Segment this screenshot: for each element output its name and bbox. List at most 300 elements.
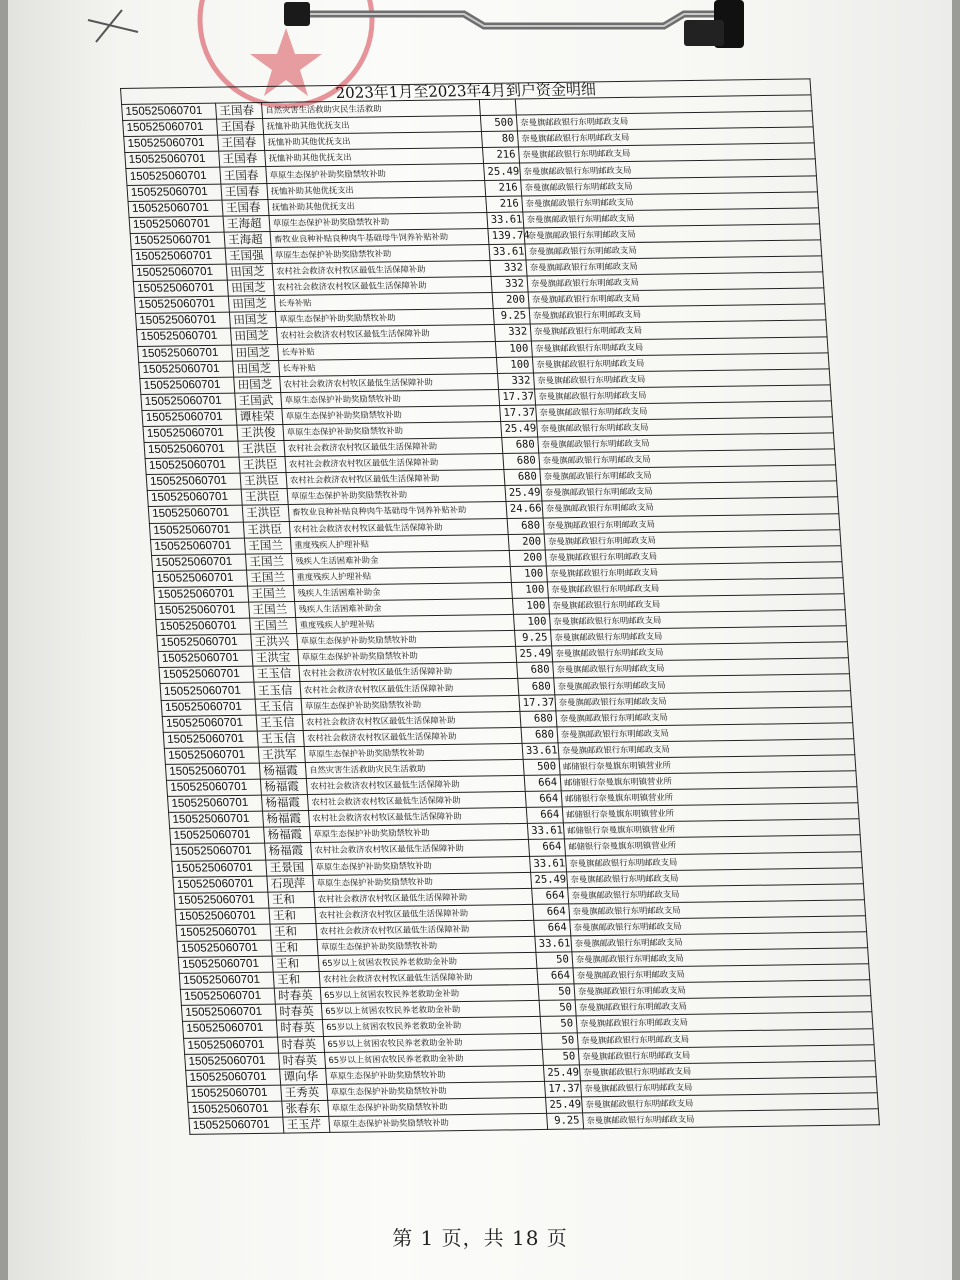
- household-id-cell: 150525060701: [145, 457, 240, 474]
- amount-cell: 216: [483, 147, 520, 164]
- amount-cell: 25.49: [546, 1097, 583, 1114]
- bank-branch-cell: 奈曼旗邮政银行东明邮政支局: [523, 208, 820, 228]
- subsidy-item-cell: 畜牧业良种补贴良种肉牛基础母牛饲养补贴补助: [288, 502, 507, 521]
- bank-branch-cell: 奈曼旗邮政银行东明邮政支局: [536, 401, 833, 421]
- subsidy-item-cell: 农村社会救济农村牧区最低生活保障补助: [315, 904, 534, 923]
- household-id-cell: 150525060701: [185, 1053, 280, 1070]
- amount-cell: 200: [492, 292, 529, 309]
- household-id-cell: 150525060701: [188, 1101, 283, 1118]
- recipient-name-cell: 王洪宝: [252, 650, 299, 667]
- household-id-cell: 150525060701: [134, 296, 229, 313]
- pen-scribble-mark: [84, 6, 144, 48]
- amount-cell: 664: [534, 920, 571, 937]
- subsidy-item-cell: 重度残疾人护理补贴: [290, 534, 509, 553]
- amount-cell: 500: [480, 115, 517, 132]
- amount-cell: 9.25: [493, 308, 530, 325]
- amount-cell: 17.37: [519, 694, 556, 711]
- amount-cell: 25.49: [516, 646, 553, 663]
- recipient-name-cell: 王洪臣: [238, 441, 285, 458]
- subsidy-item-cell: 自然灾害生活救助灾民生活救助: [261, 100, 480, 119]
- amount-cell: 50: [538, 984, 575, 1001]
- subsidy-item-cell: 农村社会救济农村牧区最低生活保障补助: [299, 663, 518, 682]
- amount-cell: 25.49: [531, 872, 568, 889]
- bank-branch-cell: 奈曼旗邮政银行东明邮政支局: [531, 336, 828, 356]
- amount-cell: 50: [541, 1032, 578, 1049]
- bank-branch-cell: 奈曼旗邮政银行东明邮政支局: [578, 1044, 875, 1064]
- bank-branch-cell: 奈曼旗邮政银行东明邮政支局: [541, 481, 838, 501]
- amount-cell: 680: [517, 662, 554, 679]
- recipient-name-cell: 王玉信: [255, 698, 302, 715]
- recipient-name-cell: 时春英: [279, 1052, 326, 1069]
- subsidy-item-cell: 草原生态保护补助奖励禁牧补助: [266, 164, 485, 183]
- amount-cell: 680: [521, 727, 558, 744]
- subsidy-item-cell: 草原生态保护补助奖励禁牧补助: [282, 405, 501, 424]
- recipient-name-cell: 王玉芹: [283, 1116, 330, 1133]
- household-id-cell: 150525060701: [160, 683, 255, 700]
- recipient-name-cell: 王国武: [235, 392, 282, 409]
- subsidy-item-cell: 抚恤补助其他优抚支出: [264, 132, 483, 151]
- subsidy-item-cell: 草原生态保护补助奖励禁牧补助: [310, 824, 529, 843]
- recipient-name-cell: 王和: [269, 907, 316, 924]
- household-id-cell: 150525060701: [187, 1085, 282, 1102]
- subsidy-item-cell: 畜牧业良种补贴良种肉牛基础母牛饲养补贴补助: [270, 228, 489, 247]
- subsidy-item-cell: 长寿补贴: [279, 357, 498, 376]
- recipient-name-cell: 田国芝: [232, 344, 279, 361]
- amount-cell: 664: [528, 839, 565, 856]
- subsidy-item-cell: 重度残疾人护理补贴: [296, 615, 515, 634]
- recipient-name-cell: 石现萍: [267, 875, 314, 892]
- subsidy-item-cell: 农村社会救济农村牧区最低生活保障补助: [302, 711, 521, 730]
- bank-branch-cell: 奈曼旗邮政银行东明邮政支局: [537, 417, 834, 437]
- household-id-cell: 150525060701: [135, 312, 230, 329]
- amount-cell: 100: [513, 614, 550, 631]
- amount-cell: 100: [512, 598, 549, 615]
- bank-branch-cell: 奈曼旗邮政银行东明邮政支局: [516, 111, 813, 131]
- bank-branch-cell: 奈曼旗邮政银行东明邮政支局: [538, 433, 835, 453]
- amount-cell: 332: [490, 260, 527, 277]
- household-id-cell: 150525060701: [148, 506, 243, 523]
- subsidy-item-cell: 65岁以上贫困农牧民养老救助金补助: [323, 1033, 542, 1052]
- amount-cell: 200: [508, 534, 545, 551]
- amount-cell: 80: [481, 131, 518, 148]
- household-id-cell: 150525060701: [157, 634, 252, 651]
- household-id-cell: 150525060701: [124, 135, 219, 152]
- amount-cell: 33.61: [530, 855, 567, 872]
- subsidy-item-cell: 农村社会救济农村牧区最低生活保障补助: [311, 840, 530, 859]
- subsidy-item-cell: 残疾人生活困难补助金: [291, 550, 510, 569]
- recipient-name-cell: 王国春: [219, 151, 266, 168]
- bank-branch-cell: 奈曼旗邮政银行东明邮政支局: [557, 723, 854, 743]
- recipient-name-cell: 王洪臣: [241, 489, 288, 506]
- household-id-cell: 150525060701: [138, 345, 233, 362]
- household-id-cell: 150525060701: [132, 264, 227, 281]
- subsidy-item-cell: 65岁以上贫困农牧民养老救助金补助: [325, 1049, 544, 1068]
- recipient-name-cell: 王洪军: [258, 746, 305, 763]
- recipient-name-cell: 王和: [272, 956, 319, 973]
- bank-branch-cell: 邮储银行奈曼旗东明镇营业所: [563, 819, 860, 839]
- subsidy-item-cell: 草原生态保护补助奖励禁牧补助: [312, 856, 531, 875]
- bank-branch-cell: 奈曼旗邮政银行东明邮政支局: [570, 916, 867, 936]
- bank-branch-cell: 奈曼旗邮政银行东明邮政支局: [547, 578, 844, 598]
- bank-branch-cell: 奈曼旗邮政银行东明邮政支局: [539, 449, 836, 469]
- bank-branch-cell: 奈曼旗邮政银行东明邮政支局: [583, 1109, 880, 1129]
- subsidy-item-cell: 抚恤补助其他优抚支出: [267, 180, 486, 199]
- household-id-cell: 150525060701: [169, 811, 264, 828]
- amount-cell: 25.49: [484, 163, 521, 180]
- recipient-name-cell: 王国春: [220, 167, 267, 184]
- subsidy-item-cell: 农村社会救济农村牧区最低生活保障补助: [307, 792, 526, 811]
- bank-branch-cell: 奈曼旗邮政银行东明邮政支局: [555, 690, 852, 710]
- recipient-name-cell: 时春英: [274, 988, 321, 1005]
- household-id-cell: 150525060701: [184, 1037, 279, 1054]
- recipient-name-cell: 田国芝: [227, 280, 274, 297]
- bank-branch-cell: 奈曼旗邮政银行东明邮政支局: [568, 883, 865, 903]
- bank-branch-cell: 奈曼旗邮政银行东明邮政支局: [527, 272, 824, 292]
- amount-cell: 25.49: [543, 1065, 580, 1082]
- amount-cell: 664: [525, 791, 562, 808]
- household-id-cell: 150525060701: [129, 216, 224, 233]
- bank-branch-cell: 奈曼旗邮政银行东明邮政支局: [574, 980, 871, 1000]
- subsidy-item-cell: 重度残疾人护理补贴: [292, 566, 511, 585]
- amount-cell: 9.25: [547, 1113, 584, 1130]
- bank-branch-cell: 奈曼旗邮政银行东明邮政支局: [551, 626, 848, 646]
- amount-cell: 664: [537, 968, 574, 985]
- amount-cell: 25.49: [505, 485, 542, 502]
- bank-branch-cell: 奈曼旗邮政银行东明邮政支局: [540, 465, 837, 485]
- bank-branch-cell: 奈曼旗邮政银行东明邮政支局: [534, 385, 831, 405]
- amount-cell: 216: [486, 196, 523, 213]
- bank-branch-cell: 奈曼旗邮政银行东明邮政支局: [528, 288, 825, 308]
- household-id-cell: 150525060701: [162, 715, 257, 732]
- household-id-cell: 150525060701: [179, 972, 274, 989]
- subsidy-item-cell: 草原生态保护补助奖励禁牧补助: [329, 1113, 548, 1132]
- recipient-name-cell: 王国兰: [248, 585, 295, 602]
- household-id-cell: 150525060701: [143, 425, 238, 442]
- bank-branch-cell: 奈曼旗邮政银行东明邮政支局: [576, 1012, 873, 1032]
- subsidy-item-cell: 65岁以上贫困农牧民养老救助金补助: [321, 1001, 540, 1020]
- bank-branch-cell: 奈曼旗邮政银行东明邮政支局: [580, 1077, 877, 1097]
- recipient-name-cell: 王国春: [221, 183, 268, 200]
- recipient-name-cell: 杨福霞: [264, 827, 311, 844]
- bank-branch-cell: 奈曼旗邮政银行东明邮政支局: [552, 642, 849, 662]
- recipient-name-cell: 王玉信: [257, 730, 304, 747]
- household-id-cell: 150525060701: [158, 650, 253, 667]
- recipient-name-cell: 王玉信: [256, 714, 303, 731]
- household-id-cell: 150525060701: [176, 924, 271, 941]
- recipient-name-cell: 王海超: [223, 215, 270, 232]
- household-id-cell: 150525060701: [177, 940, 272, 957]
- amount-cell: 680: [518, 678, 555, 695]
- subsidy-item-cell: 农村社会救济农村牧区最低生活保障补助: [316, 920, 535, 939]
- household-id-cell: 150525060701: [142, 409, 237, 426]
- amount-cell: 680: [504, 469, 541, 486]
- amount-cell: 25.49: [501, 421, 538, 438]
- household-id-cell: 150525060701: [144, 441, 239, 458]
- amount-cell: 33.61: [489, 244, 526, 261]
- amount-cell: 680: [502, 437, 539, 454]
- subsidy-item-cell: 65岁以上贫困农牧民养老救助金补助: [320, 985, 539, 1004]
- amount-cell: 139.74: [488, 228, 525, 245]
- amount-cell: 50: [539, 1000, 576, 1017]
- bank-branch-cell: 奈曼旗邮政银行东明邮政支局: [529, 304, 826, 324]
- subsidy-item-cell: 农村社会救济农村牧区最低生活保障补助: [276, 325, 495, 344]
- subsidy-item-cell: 草原生态保护补助奖励禁牧补助: [281, 389, 500, 408]
- bank-branch-cell: 奈曼旗邮政银行东明邮政支局: [571, 932, 868, 952]
- bank-branch-cell: 奈曼旗邮政银行东明邮政支局: [530, 320, 827, 340]
- household-id-cell: 150525060701: [154, 586, 249, 603]
- bank-branch-cell: 奈曼旗邮政银行东明邮政支局: [543, 513, 840, 533]
- bank-branch-cell: 奈曼旗邮政银行东明邮政支局: [554, 674, 851, 694]
- bank-branch-cell: 奈曼旗邮政银行东明邮政支局: [572, 948, 869, 968]
- bank-branch-cell: 奈曼旗邮政银行东明邮政支局: [558, 739, 855, 759]
- household-id-cell: 150525060701: [178, 956, 273, 973]
- bank-branch-cell: 奈曼旗邮政银行东明邮政支局: [549, 610, 846, 630]
- recipient-name-cell: 王洪臣: [239, 457, 286, 474]
- amount-cell: 664: [526, 807, 563, 824]
- subsidy-item-cell: 抚恤补助其他优抚支出: [263, 116, 482, 135]
- recipient-name-cell: 田国芝: [230, 328, 277, 345]
- recipient-name-cell: 王洪臣: [242, 505, 289, 522]
- amount-cell: 216: [485, 180, 522, 197]
- household-id-cell: 150525060701: [141, 393, 236, 410]
- bank-branch-cell: 奈曼旗邮政银行东明邮政支局: [567, 867, 864, 887]
- household-id-cell: 150525060701: [171, 844, 266, 861]
- household-id-cell: 150525060701: [146, 473, 241, 490]
- amount-cell: 680: [503, 453, 540, 470]
- recipient-name-cell: 王国春: [222, 199, 269, 216]
- subsidy-item-cell: 农村社会救济农村牧区最低生活保障补助: [308, 808, 527, 827]
- bank-branch-cell: 奈曼旗邮政银行东明邮政支局: [520, 159, 817, 179]
- household-id-cell: 150525060701: [130, 232, 225, 249]
- amount-cell: 9.25: [515, 630, 552, 647]
- amount-cell: 332: [491, 276, 528, 293]
- subsidy-item-cell: 65岁以上贫困农牧民养老救助金补助: [322, 1017, 541, 1036]
- bank-branch-cell: 奈曼旗邮政银行东明邮政支局: [565, 851, 862, 871]
- subsidy-item-cell: 草原生态保护补助奖励禁牧补助: [283, 421, 502, 440]
- household-id-cell: 150525060701: [149, 522, 244, 539]
- subsidy-item-cell: 农村社会救济农村牧区最低生活保障补助: [273, 277, 492, 296]
- recipient-name-cell: 王和: [270, 923, 317, 940]
- household-id-cell: 150525060701: [140, 377, 235, 394]
- recipient-name-cell: 田国芝: [229, 312, 276, 329]
- recipient-name-cell: 王和: [271, 939, 318, 956]
- recipient-name-cell: 王和: [273, 972, 320, 989]
- bank-branch-cell: 奈曼旗邮政银行东明邮政支局: [553, 658, 850, 678]
- subsidy-item-cell: 草原生态保护补助奖励禁牧补助: [313, 872, 532, 891]
- subsidy-item-cell: 农村社会救济农村牧区最低生活保障补助: [289, 518, 508, 537]
- household-id-cell: 150525060701: [189, 1117, 284, 1134]
- household-id-cell: 150525060701: [123, 119, 218, 136]
- household-id-cell: 150525060701: [181, 1004, 276, 1021]
- amount-cell: 50: [542, 1049, 579, 1066]
- subsidy-item-cell: 草原生态保护补助奖励禁牧补助: [275, 309, 494, 328]
- page-title: 2023年1月至2023年4月到户资金明细: [121, 79, 812, 105]
- recipient-name-cell: 谭向华: [280, 1068, 327, 1085]
- recipient-name-cell: 时春英: [275, 1004, 322, 1021]
- household-id-cell: 150525060701: [153, 570, 248, 587]
- subsidy-item-cell: 农村社会救济农村牧区最低生活保障补助: [285, 454, 504, 473]
- household-id-cell: 150525060701: [173, 876, 268, 893]
- clipboard-clip: [284, 0, 754, 48]
- recipient-name-cell: 杨福霞: [261, 795, 308, 812]
- amount-cell: 100: [510, 566, 547, 583]
- subsidy-item-cell: 草原生态保护补助奖励禁牧补助: [287, 486, 506, 505]
- bank-branch-cell: 奈曼旗邮政银行东明邮政支局: [546, 562, 843, 582]
- subsidy-item-cell: 残疾人生活困难补助金: [294, 582, 513, 601]
- recipient-name-cell: 田国芝: [234, 376, 281, 393]
- bank-branch-cell: 邮储银行奈曼旗东明镇营业所: [559, 755, 856, 775]
- household-id-cell: 150525060701: [125, 152, 220, 169]
- household-id-cell: 150525060701: [128, 200, 223, 217]
- bank-branch-cell: 邮储银行奈曼旗东明镇营业所: [564, 835, 861, 855]
- amount-cell: 680: [520, 711, 557, 728]
- bank-branch-cell: 奈曼旗邮政银行东明邮政支局: [518, 143, 815, 163]
- bank-branch-cell: 奈曼旗邮政银行东明邮政支局: [556, 706, 853, 726]
- household-id-cell: 150525060701: [161, 699, 256, 716]
- subsidy-item-cell: 农村社会救济农村牧区最低生活保障补助: [314, 888, 533, 907]
- amount-cell: 200: [509, 550, 546, 567]
- subsidy-item-cell: 自然灾害生活救助灾民生活救助: [305, 759, 524, 778]
- subsidy-item-cell: 农村社会救济农村牧区最低生活保障补助: [300, 679, 519, 698]
- household-id-cell: 150525060701: [164, 747, 259, 764]
- fund-detail-sheet: [120, 79, 869, 1135]
- recipient-name-cell: 王国春: [218, 135, 265, 152]
- subsidy-item-cell: 残疾人生活困难补助金: [295, 598, 514, 617]
- recipient-name-cell: 时春英: [277, 1036, 324, 1053]
- amount-cell: 100: [511, 582, 548, 599]
- recipient-name-cell: 王洪俊: [237, 424, 284, 441]
- subsidy-item-cell: 农村社会救济农村牧区最低生活保障补助: [284, 438, 503, 457]
- bank-branch-cell: 奈曼旗邮政银行东明邮政支局: [542, 497, 839, 517]
- recipient-name-cell: 谭桂荣: [236, 408, 283, 425]
- household-id-cell: 150525060701: [147, 489, 242, 506]
- amount-cell: 17.37: [544, 1081, 581, 1098]
- subsidy-item-cell: 抚恤补助其他优抚支出: [265, 148, 484, 167]
- subsidy-item-cell: 农村社会救济农村牧区最低生活保障补助: [319, 969, 538, 988]
- amount-cell: 17.37: [500, 405, 537, 422]
- household-id-cell: 150525060701: [137, 329, 232, 346]
- bank-branch-cell: 奈曼旗邮政银行东明邮政支局: [524, 224, 821, 244]
- subsidy-item-cell: 65岁以上贫困农牧民养老救助金补助: [318, 952, 537, 971]
- subsidy-item-cell: 农村社会救济农村牧区最低生活保障补助: [286, 470, 505, 489]
- bank-branch-cell: 奈曼旗邮政银行东明邮政支局: [521, 175, 818, 195]
- subsidy-item-cell: 长寿补贴: [278, 341, 497, 360]
- amount-cell: 24.66: [506, 501, 543, 518]
- recipient-name-cell: 王海超: [224, 231, 271, 248]
- recipient-name-cell: 王国兰: [250, 618, 297, 635]
- household-id-cell: 150525060701: [155, 602, 250, 619]
- amount-cell: 332: [494, 324, 531, 341]
- subsidy-item-cell: 草原生态保护补助奖励禁牧补助: [328, 1097, 547, 1116]
- bank-branch-cell: 奈曼旗邮政银行东明邮政支局: [544, 529, 841, 549]
- amount-cell: 332: [497, 373, 534, 390]
- household-id-cell: 150525060701: [152, 554, 247, 571]
- recipient-name-cell: 王国兰: [244, 537, 291, 554]
- subsidy-item-cell: 草原生态保护补助奖励禁牧补助: [327, 1081, 546, 1100]
- subsidy-item-cell: 草原生态保护补助奖励禁牧补助: [301, 695, 520, 714]
- subsidy-item-cell: 农村社会救济农村牧区最低生活保障补助: [306, 775, 525, 794]
- household-id-cell: 150525060701: [186, 1069, 281, 1086]
- bank-branch-cell: 奈曼旗邮政银行东明邮政支局: [581, 1093, 878, 1113]
- amount-cell: 500: [523, 759, 560, 776]
- amount-cell: 33.61: [527, 823, 564, 840]
- recipient-name-cell: 王洪臣: [243, 521, 290, 538]
- bank-branch-cell: 奈曼旗邮政银行东明邮政支局: [532, 352, 829, 372]
- subsidy-item-cell: 农村社会救济农村牧区最低生活保障补助: [280, 373, 499, 392]
- household-id-cell: 150525060701: [180, 988, 275, 1005]
- recipient-name-cell: 王国春: [216, 103, 263, 120]
- bank-branch-cell: 奈曼旗邮政银行东明邮政支局: [569, 900, 866, 920]
- recipient-name-cell: 王洪兴: [251, 634, 298, 651]
- recipient-name-cell: 王玉信: [253, 666, 300, 683]
- amount-cell: 664: [524, 775, 561, 792]
- bank-branch-cell: 奈曼旗邮政银行东明邮政支局: [573, 964, 870, 984]
- bank-branch-cell: 邮储银行奈曼旗东明镇营业所: [561, 787, 858, 807]
- fund-detail-table: [120, 78, 880, 1135]
- subsidy-item-cell: 草原生态保护补助奖励禁牧补助: [326, 1065, 545, 1084]
- household-id-cell: 150525060701: [159, 666, 254, 683]
- bank-branch-cell: 奈曼旗邮政银行东明邮政支局: [522, 192, 819, 212]
- recipient-name-cell: 王国强: [225, 247, 272, 264]
- bank-branch-cell: 奈曼旗邮政银行东明邮政支局: [526, 256, 823, 276]
- page-number-footer: 第 1 页，共 18 页: [392, 1226, 568, 1250]
- household-id-cell: 150525060701: [131, 248, 226, 265]
- bank-branch-cell: 奈曼旗邮政银行东明邮政支局: [577, 1028, 874, 1048]
- household-id-cell: 150525060701: [175, 908, 270, 925]
- bank-branch-cell: 奈曼旗邮政银行东明邮政支局: [548, 594, 845, 614]
- household-id-cell: 150525060701: [182, 1021, 277, 1038]
- recipient-name-cell: 王和: [268, 891, 315, 908]
- household-id-cell: 150525060701: [163, 731, 258, 748]
- subsidy-item-cell: 农村社会救济农村牧区最低生活保障补助: [272, 261, 491, 280]
- recipient-name-cell: 王秀英: [281, 1084, 328, 1101]
- subsidy-item-cell: 草原生态保护补助奖励禁牧补助: [271, 244, 490, 263]
- recipient-name-cell: 张春东: [282, 1100, 329, 1117]
- amount-cell: 50: [540, 1016, 577, 1033]
- household-id-cell: 150525060701: [150, 538, 245, 555]
- recipient-name-cell: 田国芝: [226, 264, 273, 281]
- recipient-name-cell: 王国春: [217, 119, 264, 136]
- amount-cell: 33.61: [535, 936, 572, 953]
- bank-branch-cell: 奈曼旗邮政银行东明邮政支局: [575, 996, 872, 1016]
- bank-branch-cell: 奈曼旗邮政银行东明邮政支局: [533, 369, 830, 389]
- recipient-name-cell: 王国兰: [245, 553, 292, 570]
- amount-cell: 664: [533, 904, 570, 921]
- subsidy-item-cell: 草原生态保护补助奖励禁牧补助: [298, 647, 517, 666]
- amount-cell: 50: [536, 952, 573, 969]
- bank-branch-cell: 奈曼旗邮政银行东明邮政支局: [525, 240, 822, 260]
- bank-branch-cell: 邮储银行奈曼旗东明镇营业所: [562, 803, 859, 823]
- subsidy-item-cell: 抚恤补助其他优抚支出: [268, 196, 487, 215]
- amount-cell: 664: [532, 888, 569, 905]
- bank-branch-cell: 奈曼旗邮政银行东明邮政支局: [579, 1060, 876, 1080]
- recipient-name-cell: 王洪臣: [240, 473, 287, 490]
- bank-branch-cell: 邮储银行奈曼旗东明镇营业所: [560, 771, 857, 791]
- household-id-cell: 150525060701: [168, 795, 263, 812]
- household-id-cell: 150525060701: [126, 168, 221, 185]
- amount-cell: [479, 99, 516, 116]
- recipient-name-cell: 王国兰: [246, 569, 293, 586]
- amount-cell: 100: [496, 357, 533, 374]
- household-id-cell: 150525060701: [127, 184, 222, 201]
- recipient-name-cell: 田国芝: [233, 360, 280, 377]
- household-id-cell: 150525060701: [139, 361, 234, 378]
- amount-cell: 17.37: [499, 389, 536, 406]
- recipient-name-cell: 田国芝: [228, 296, 275, 313]
- recipient-name-cell: 王玉信: [254, 682, 301, 699]
- subsidy-item-cell: 草原生态保护补助奖励禁牧补助: [269, 212, 488, 231]
- household-id-cell: 150525060701: [122, 103, 217, 120]
